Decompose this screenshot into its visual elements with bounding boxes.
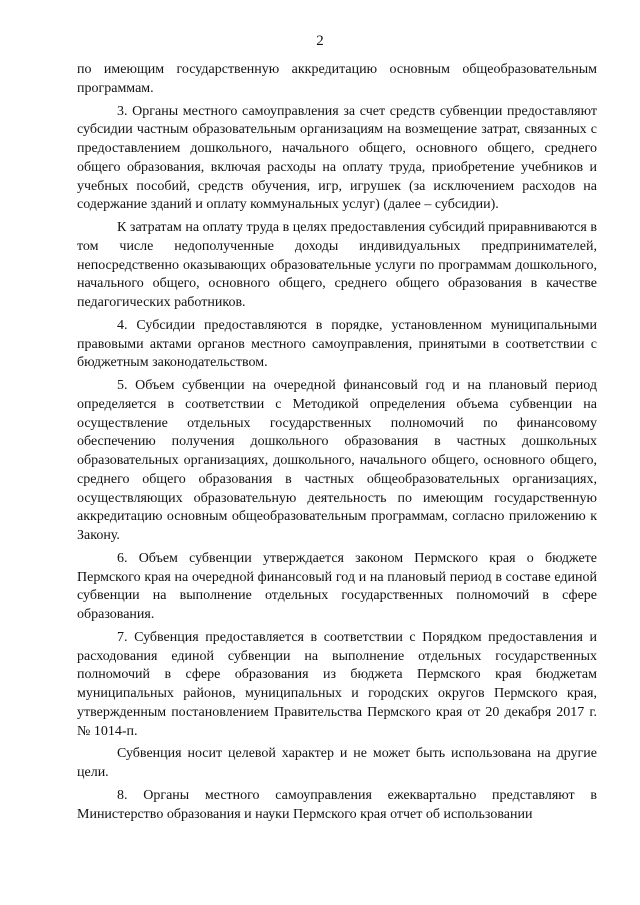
paragraph-item-7: 7. Субвенция предоставляется в соответствии с Порядком предоставления и расходования единой субвенции на выполнение отдельных государственных полномочий в сфере образования из бюджета Пермского края бюджетам муниципальных районов, муниципальных и городских округов Пермского края, утвержденным постановлением Правительства Пермского края от 20 декабря 2017 г. № 1014-п. — [77, 629, 597, 739]
paragraph-item-6: 6. Объем субвенции утверждается законом Пермского края о бюджете Пермского края на очередной финансовый год и на плановый период в составе единой субвенции на выполнение отдельных государственных полномочий в сфере образования. — [77, 550, 597, 622]
paragraph-item-5: 5. Объем субвенции на очередной финансовый год и на плановый период определяется в соответствии с Методикой определения объема субвенции на осуществление отдельных государственных полномочий по финансовому обеспечению получения дошкольного образования в частных дошкольных образовательных организациях, дошкольного, начального общего, основного общего, среднего общего образования в частных общеобразовательных организациях, осуществляющих образовательную деятельность по имеющим государственную аккредитацию основным общеобразовательным программам, согласно приложению к Закону. — [77, 378, 597, 543]
paragraph-item-4: 4. Субсидии предоставляются в порядке, установленном муниципальными правовыми актами органов местного самоуправления, принятыми в соответствии с бюджетным законодательством. — [77, 317, 597, 371]
paragraph-item-8: 8. Органы местного самоуправления ежеквартально представляют в Министерство образования и науки Пермского края отчет об использовании — [77, 787, 597, 822]
paragraph-target-use: Субвенция носит целевой характер и не может быть использована на другие цели. — [77, 746, 597, 780]
paragraph-item-3: 3. Органы местного самоуправления за счет средств субвенции предоставляют субсидии частным образовательным организациям на возмещение затрат, связанных с предоставлением дошкольного, начального общего, основного общего, среднего общего образования, включая расходы на оплату труда, приобретение учебников и учебных пособий, средств обучения, игр, игрушек (за исключением расходов на содержание зданий и оплату коммунальных услуг) (далее – субсидии). — [77, 103, 597, 213]
document-body — [77, 61, 597, 824]
page-number: 2 — [316, 33, 324, 49]
paragraph-labor-costs: К затратам на оплату труда в целях предоставления субсидий приравниваются в том числе недополученные доходы индивидуальных предпринимателей, непосредственно оказывающих образовательные услуги по программам дошкольного, начального общего, основного общего, среднего общего образования в качестве педагогических работников. — [77, 220, 597, 310]
paragraph-continuation: по имеющим государственную аккредитацию основным общеобразовательным программам. — [77, 62, 597, 96]
